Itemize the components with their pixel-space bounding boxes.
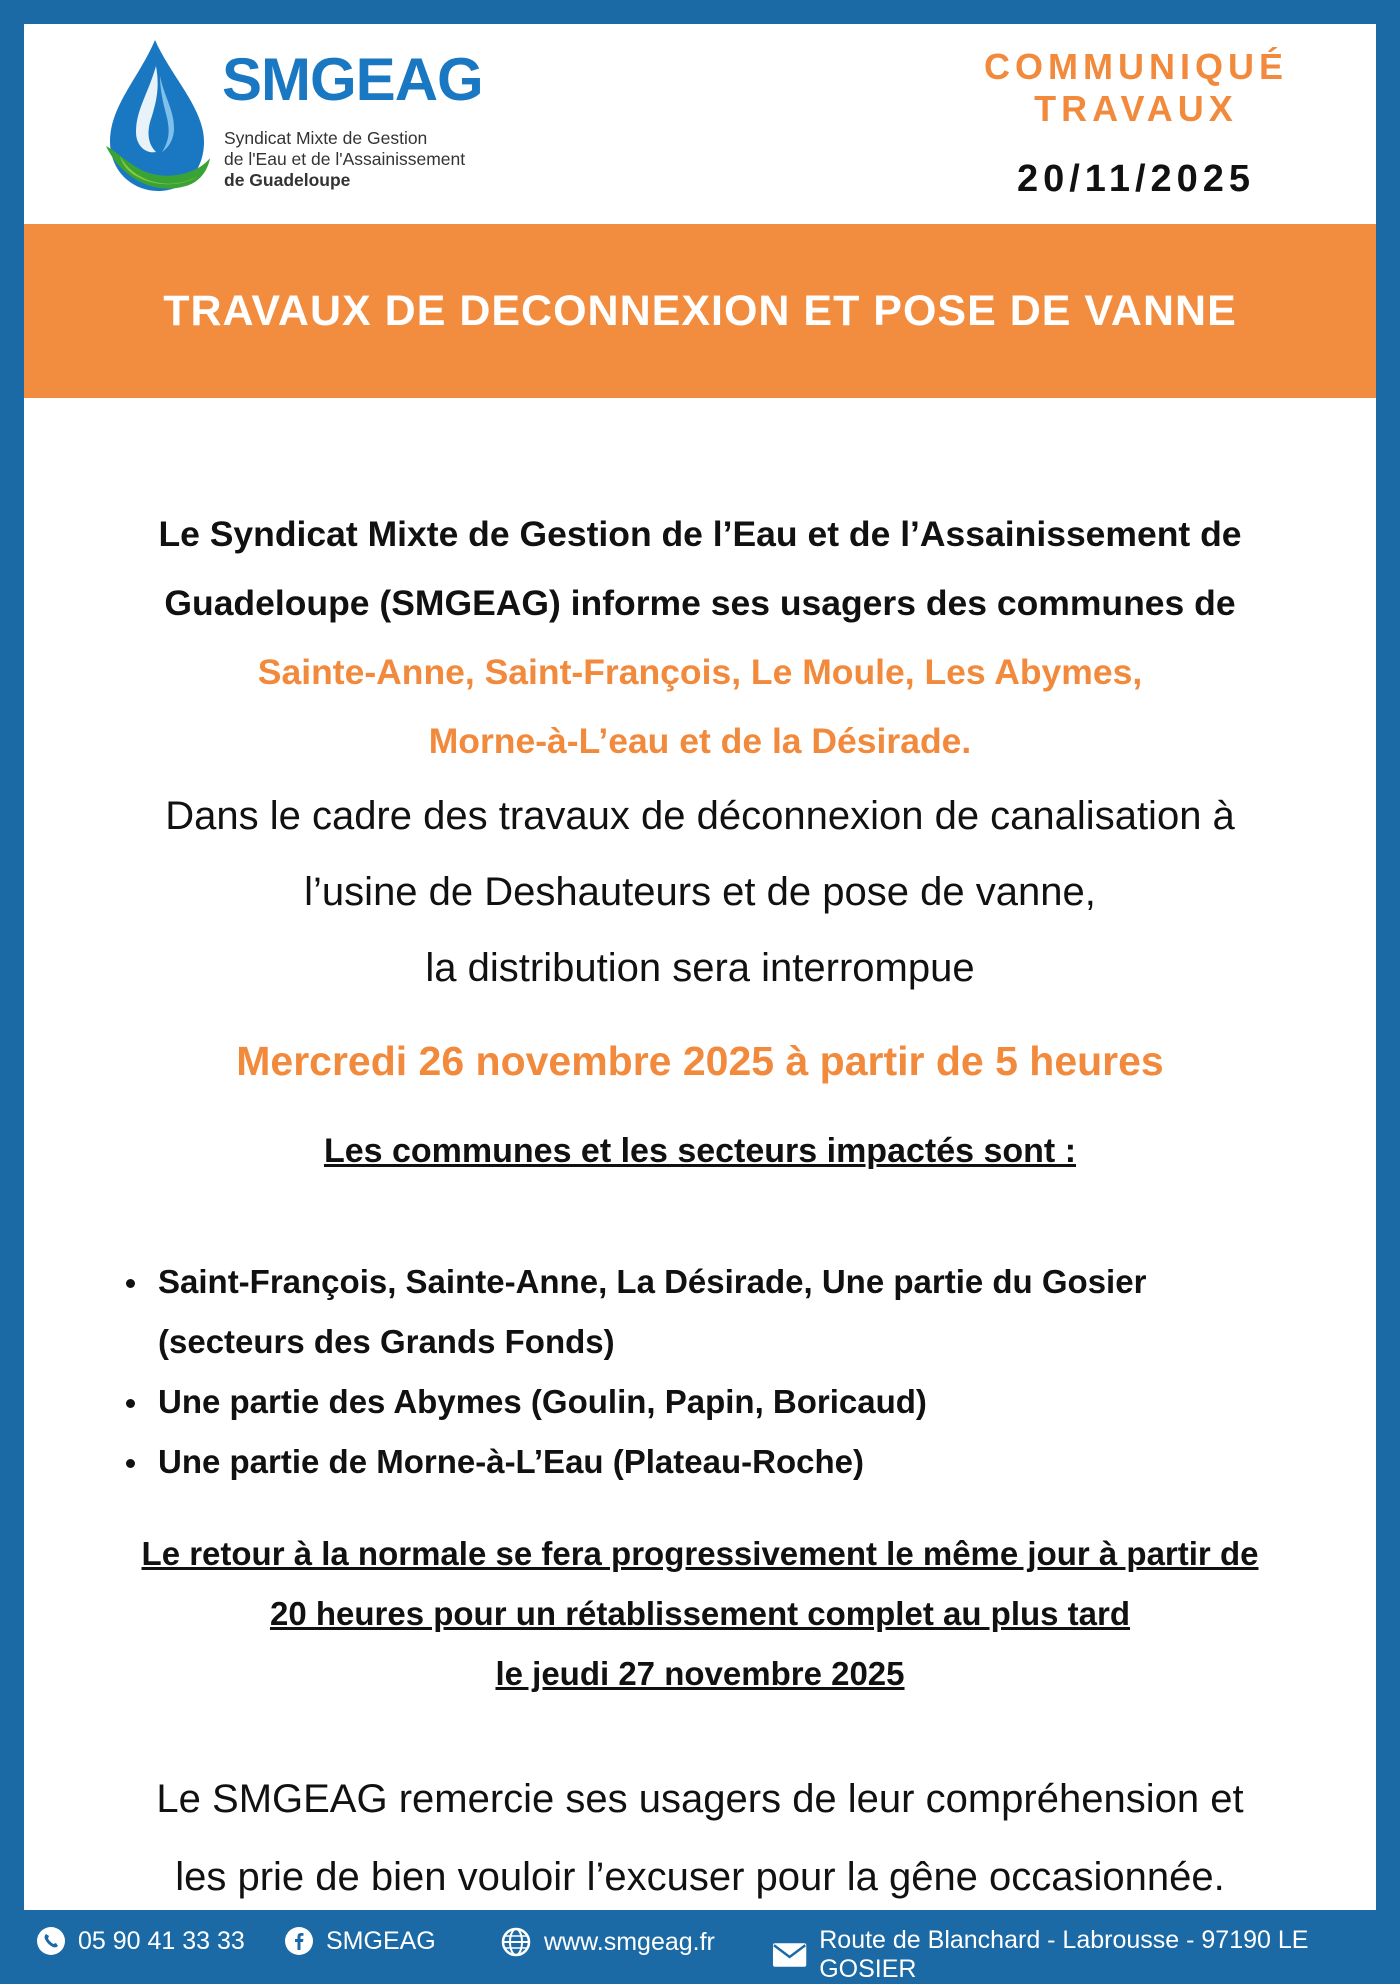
footer-address xyxy=(772,1926,1400,1984)
communes-line: Morne-à-L’eau et de la Désirade. xyxy=(428,721,972,761)
brand-name: SMGEAG xyxy=(222,46,483,113)
sector-text: Saint-François, Sainte-Anne, La Désirade, Une partie du Gosier xyxy=(158,1263,1147,1300)
website-url: www.smgeag.fr xyxy=(544,1927,715,1956)
communique-type xyxy=(966,46,1306,130)
phone-number: 05 90 41 33 33 xyxy=(78,1926,245,1955)
tagline-line: Syndicat Mixte de Gestion xyxy=(224,128,428,148)
footer-phone[interactable] xyxy=(36,1926,245,1956)
list-item xyxy=(100,1432,1300,1492)
phone-icon xyxy=(36,1926,66,1956)
sector-text: Une partie des Abymes xyxy=(158,1383,531,1420)
communique-type-line1: COMMUNIQUÉ xyxy=(984,46,1288,87)
body-line: Dans le cadre des travaux de déconnexion de canalisation à xyxy=(165,794,1235,838)
header xyxy=(24,24,1376,224)
thanks-line: Le SMGEAG remercie ses usagers de leur compréhension et xyxy=(156,1777,1244,1821)
sector-detail: (Plateau-Roche) xyxy=(612,1443,864,1480)
smgeag-logo xyxy=(100,36,520,216)
return-line: 20 heures pour un rétablissement complet au plus tard xyxy=(269,1595,1131,1632)
sectors-list xyxy=(100,1252,1300,1492)
list-item xyxy=(100,1252,1300,1372)
intro-paragraph xyxy=(64,500,1336,776)
water-drop-logo-icon xyxy=(100,36,210,196)
thanks-paragraph xyxy=(64,1760,1336,1910)
body-paragraph xyxy=(64,778,1336,1006)
interruption-date: Mercredi 26 novembre 2025 à partir de 5 heures xyxy=(236,1038,1164,1084)
communique-type-line2: TRAVAUX xyxy=(1034,88,1238,129)
return-line: le jeudi 27 novembre 2025 xyxy=(495,1655,905,1692)
thanks-line: les prie de bien vouloir l’excuser pour la gêne occasionnée. xyxy=(175,1855,1225,1899)
envelope-icon xyxy=(772,1942,807,1968)
brand-tagline xyxy=(224,128,465,191)
sector-text: (secteurs des Grands Fonds) xyxy=(158,1323,615,1360)
list-item xyxy=(100,1372,1300,1432)
communique-sheet xyxy=(24,24,1376,1910)
return-to-normal xyxy=(64,1524,1336,1704)
tagline-line: de l'Eau et de l'Assainissement xyxy=(224,149,466,169)
communique-date: 20/11/2025 xyxy=(1016,158,1256,200)
footer-facebook[interactable] xyxy=(284,1926,436,1956)
footer xyxy=(0,1910,1400,1983)
globe-icon xyxy=(500,1926,532,1958)
sector-detail: (Goulin, Papin, Boricaud) xyxy=(530,1383,927,1420)
intro-line: Guadeloupe (SMGEAG) informe ses usagers des communes de xyxy=(164,583,1236,623)
sectors-heading: Les communes et les secteurs impactés sont : xyxy=(323,1132,1077,1170)
communes-line: Sainte-Anne, Saint-François, Le Moule, Les Abymes, xyxy=(257,652,1143,692)
footer-website[interactable] xyxy=(500,1926,715,1958)
sector-text: Une partie de Morne-à-L’Eau xyxy=(158,1443,613,1480)
main-content xyxy=(64,500,1336,1171)
facebook-icon xyxy=(284,1926,314,1956)
address-text: Route de Blanchard - Labrousse - 97190 LE GOSIER xyxy=(819,1926,1309,1983)
banner-title: TRAVAUX DE DECONNEXION ET POSE DE VANNE xyxy=(163,286,1237,335)
intro-line: Le Syndicat Mixte de Gestion de l’Eau et de l’Assainissement de xyxy=(158,514,1242,554)
body-line: l’usine de Deshauteurs et de pose de vanne, xyxy=(304,870,1096,914)
tagline-line: de Guadeloupe xyxy=(224,170,351,190)
facebook-name: SMGEAG xyxy=(326,1926,436,1955)
return-line: Le retour à la normale se fera progressivement le même jour à partir de xyxy=(141,1535,1259,1572)
body-line: la distribution sera interrompue xyxy=(425,946,975,990)
title-banner xyxy=(24,224,1376,398)
